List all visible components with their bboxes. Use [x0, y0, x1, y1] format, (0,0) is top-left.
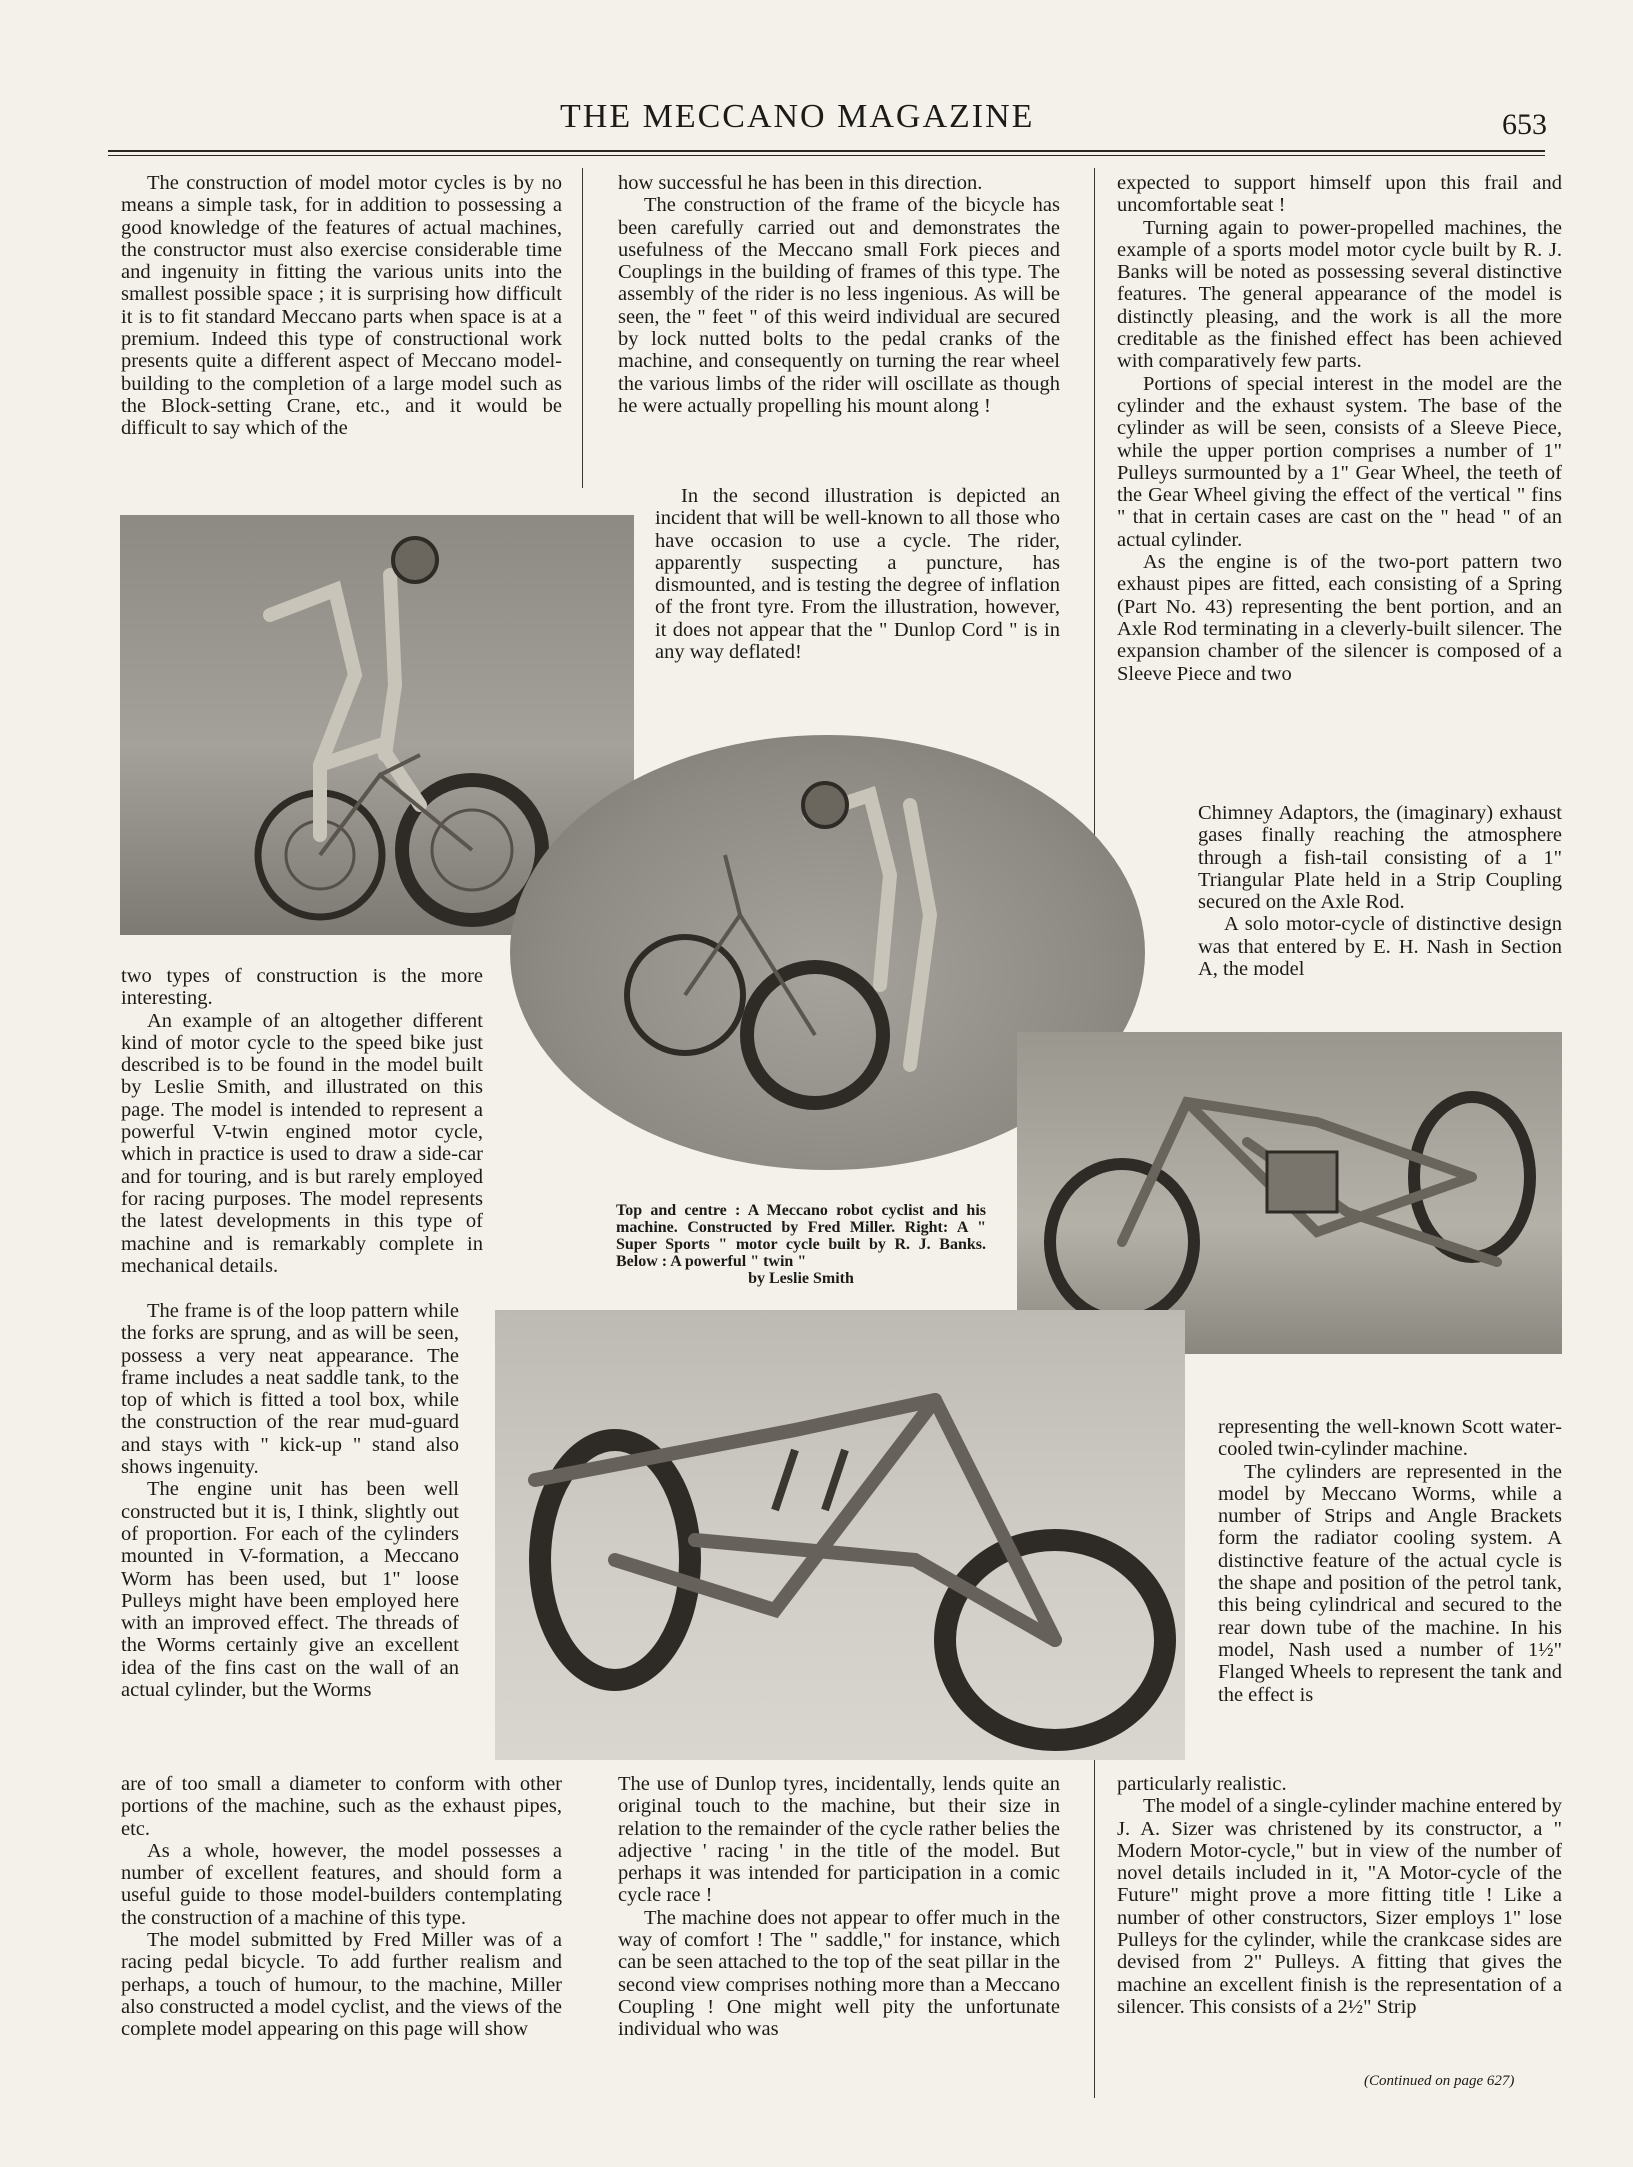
header-rule-thin [108, 155, 1545, 156]
header-rule [108, 150, 1545, 152]
article-text-col1-mid [121, 965, 483, 1277]
paragraph: The machine does not appear to offer much in the way of comfort ! The " saddle," for instance, which can be seen attached to the top of the seat pillar in the second view comprises nothing more than a Meccano Coupling ! One might well pity the unfortunate individual who was [618, 1906, 1060, 2041]
article-text-col1-top [121, 172, 562, 440]
column-divider [582, 168, 583, 488]
paragraph: Portions of special interest in the model are the cylinder and the exhaust system. The base of the cylinder as will be seen, consists of a Sleeve Piece, while the upper portion comprises a number of 1" Pulleys surmounted by a 1" Gear Wheel, the teeth of the Gear Wheel giving the effect of the vertical " fins " that in certain cases are cast on the " head " of an actual cylinder. [1117, 372, 1562, 551]
paragraph: The engine unit has been well constructed but it is, I think, slightly out of proportion. For each of the cylinders mounted in V-formation, a Meccano Worm has been used, but 1" loose Pulleys might have been employed here with an improved effect. The threads of the Worms certainly give an excellent idea of the fins cast on the wall of an actual cylinder, but the Worms [121, 1478, 459, 1702]
page-number: 653 [1502, 108, 1547, 141]
paragraph: The construction of model motor cycles is by no means a simple task, for in addition to possessing a good knowledge of the features of actual machines, the constructor must also exercise considerable time and ingenuity in fitting the various units into the smallest possible space ; it is surprising how difficult it is to fit standard Meccano parts when space is at a premium. Indeed this type of constructional work presents quite a different aspect of Meccano model-building to the completion of a large model such as the Block-setting Crane, etc., and it would be difficult to say which of the [121, 172, 562, 440]
paragraph: In the second illustration is depicted an incident that will be well-known to all those who have occasion to use a cycle. The rider, apparently suspecting a puncture, has dismounted, and is testing the degree of inflation of the front tyre. From the illustration, however, it does not appear that the " Dunlop Cord " is in any way deflated! [655, 485, 1060, 664]
paragraph: The model of a single-cylinder machine entered by J. A. Sizer was christened by its constructor, a " Modern Motor-cycle," but in view of the number of novel details included in it, "A Motor-cycle of the Future" might prove a more fitting title ! Like a number of other constructors, Sizer employs 1" lose Pulleys for the cylinder, while the crankcase sides are devised from 2" Pulleys. A fitting that gives the machine an excellent finish is the representation of a silencer. This consists of a 2½" Strip [1117, 1795, 1562, 2018]
paragraph: Turning again to power-propelled machines, the example of a sports model motor cycle built by R. J. Banks will be noted as possessing several distinctive features. The general appearance of the model is distinctly pleasing, and the work is all the more creditable as the finished effect has been achieved with comparatively few parts. [1117, 216, 1562, 373]
paragraph: expected to support himself upon this frail and uncomfortable seat ! [1117, 172, 1562, 217]
article-text-col3-lower [1218, 1416, 1562, 1706]
photo-caption [616, 1202, 986, 1287]
paragraph: The frame is of the loop pattern while the forks are sprung, and as will be seen, possess a very neat appearance. The frame includes a neat saddle tank, to the top of which is fitted a tool box, while the construction of the rear mud-guard and stays with " kick-up " stand also shows ingenuity. [121, 1300, 459, 1479]
paragraph: The use of Dunlop tyres, incidentally, lends quite an original touch to the machine, but their size in relation to the remainder of the cycle rather belies the adjective ' racing ' in the title of the model. But perhaps it was intended for participation in a comic cycle race ! [618, 1773, 1060, 1907]
paragraph: The model submitted by Fred Miller was of a racing pedal bicycle. To add further realism and perhaps, a touch of humour, to the machine, Miller also constructed a model cyclist, and the views of the complete model appearing on this page will show [121, 1929, 562, 2041]
caption-text: Top and centre : A Meccano robot cyclist and his machine. Constructed by Fred Miller. Right: A " Super Sports " motor cycle built by R. J. Banks. Below : A powerful " twin " [616, 1202, 986, 1270]
paragraph: representing the well-known Scott water-cooled twin-cylinder machine. [1218, 1416, 1562, 1461]
magazine-title: THE MECCANO MAGAZINE [560, 98, 1035, 135]
paragraph: The construction of the frame of the bicycle has been carefully carried out and demonstrates the usefulness of the Meccano small Fork pieces and Couplings in the building of frames of this type. The assembly of the rider is no less ingenious. As will be seen, the " feet " of this weird individual are secured by lock nutted bolts to the pedal cranks of the machine, and consequently on turning the rear wheel the various limbs of the rider will oscillate as though he were actually propelling his mount along ! [618, 194, 1060, 417]
continued-note: (Continued on page 627) [1364, 2073, 1515, 2089]
article-text-col3-mid [1198, 802, 1562, 980]
paragraph: As a whole, however, the model possesses a number of excellent features, and should form a useful guide to those model-builders contemplating the construction of a machine of this type. [121, 1839, 562, 1929]
caption-text-last: by Leslie Smith [748, 1270, 854, 1287]
article-text-col2-bottom [618, 1773, 1060, 2041]
engine-icon [1267, 1152, 1337, 1212]
robot-head-icon [393, 538, 437, 582]
photo-v-twin-motorcycle [495, 1310, 1185, 1760]
article-text-col1-bottom [121, 1773, 562, 2041]
paragraph: Chimney Adaptors, the (imaginary) exhaust gases finally reaching the atmosphere through a fish-tail consisting of a 1" Triangular Plate held in a Strip Coupling secured on the Axle Rod. [1198, 802, 1562, 914]
article-text-col2-mid [655, 485, 1060, 663]
robot-head-icon [803, 783, 847, 827]
paragraph: The cylinders are represented in the model by Meccano Worms, while a number of Strips and Angle Brackets form the radiator cooling system. A distinctive feature of the actual cycle is the shape and position of the petrol tank, this being cylindrical and secured to the rear down tube of the machine. In his model, Nash used a number of 1½" Flanged Wheels to represent the tank and the effect is [1218, 1460, 1562, 1706]
v-twin-illustration [495, 1310, 1185, 1760]
article-text-col2-top [618, 172, 1060, 417]
photo-super-sports-motorcycle [1017, 1032, 1562, 1354]
paragraph: An example of an altogether different kind of motor cycle to the speed bike just described is to be found in the model built by Leslie Smith, and illustrated on this page. The model is intended to represent a powerful V-twin engined motor cycle, which in practice is used to draw a side-car and for touring, and is but rarely employed for racing purposes. The model represents the latest developments in this type of machine and is remarkably complete in mechanical details. [121, 1009, 483, 1277]
paragraph: how successful he has been in this direction. [618, 172, 983, 194]
paragraph: two types of construction is the more interesting. [121, 965, 483, 1010]
paragraph: are of too small a diameter to conform with other portions of the machine, such as the exhaust pipes, etc. [121, 1773, 562, 1840]
paragraph: As the engine is of the two-port pattern two exhaust pipes are fitted, each consisting of a Spring (Part No. 43) representing the bent portion, and an Axle Rod terminating in a cleverly-built silencer. The expansion chamber of the silencer is composed of a Sleeve Piece and two [1117, 551, 1562, 685]
super-sports-illustration [1017, 1032, 1562, 1354]
article-text-col3-top [1117, 172, 1562, 685]
article-text-col1-lower [121, 1300, 459, 1701]
v-twin-cylinders-icon [775, 1450, 845, 1510]
paragraph: particularly realistic. [1117, 1773, 1287, 1795]
paragraph: A solo motor-cycle of distinctive design was that entered by E. H. Nash in Section A, the model [1198, 913, 1562, 981]
article-text-col3-bottom [1117, 1773, 1562, 2018]
